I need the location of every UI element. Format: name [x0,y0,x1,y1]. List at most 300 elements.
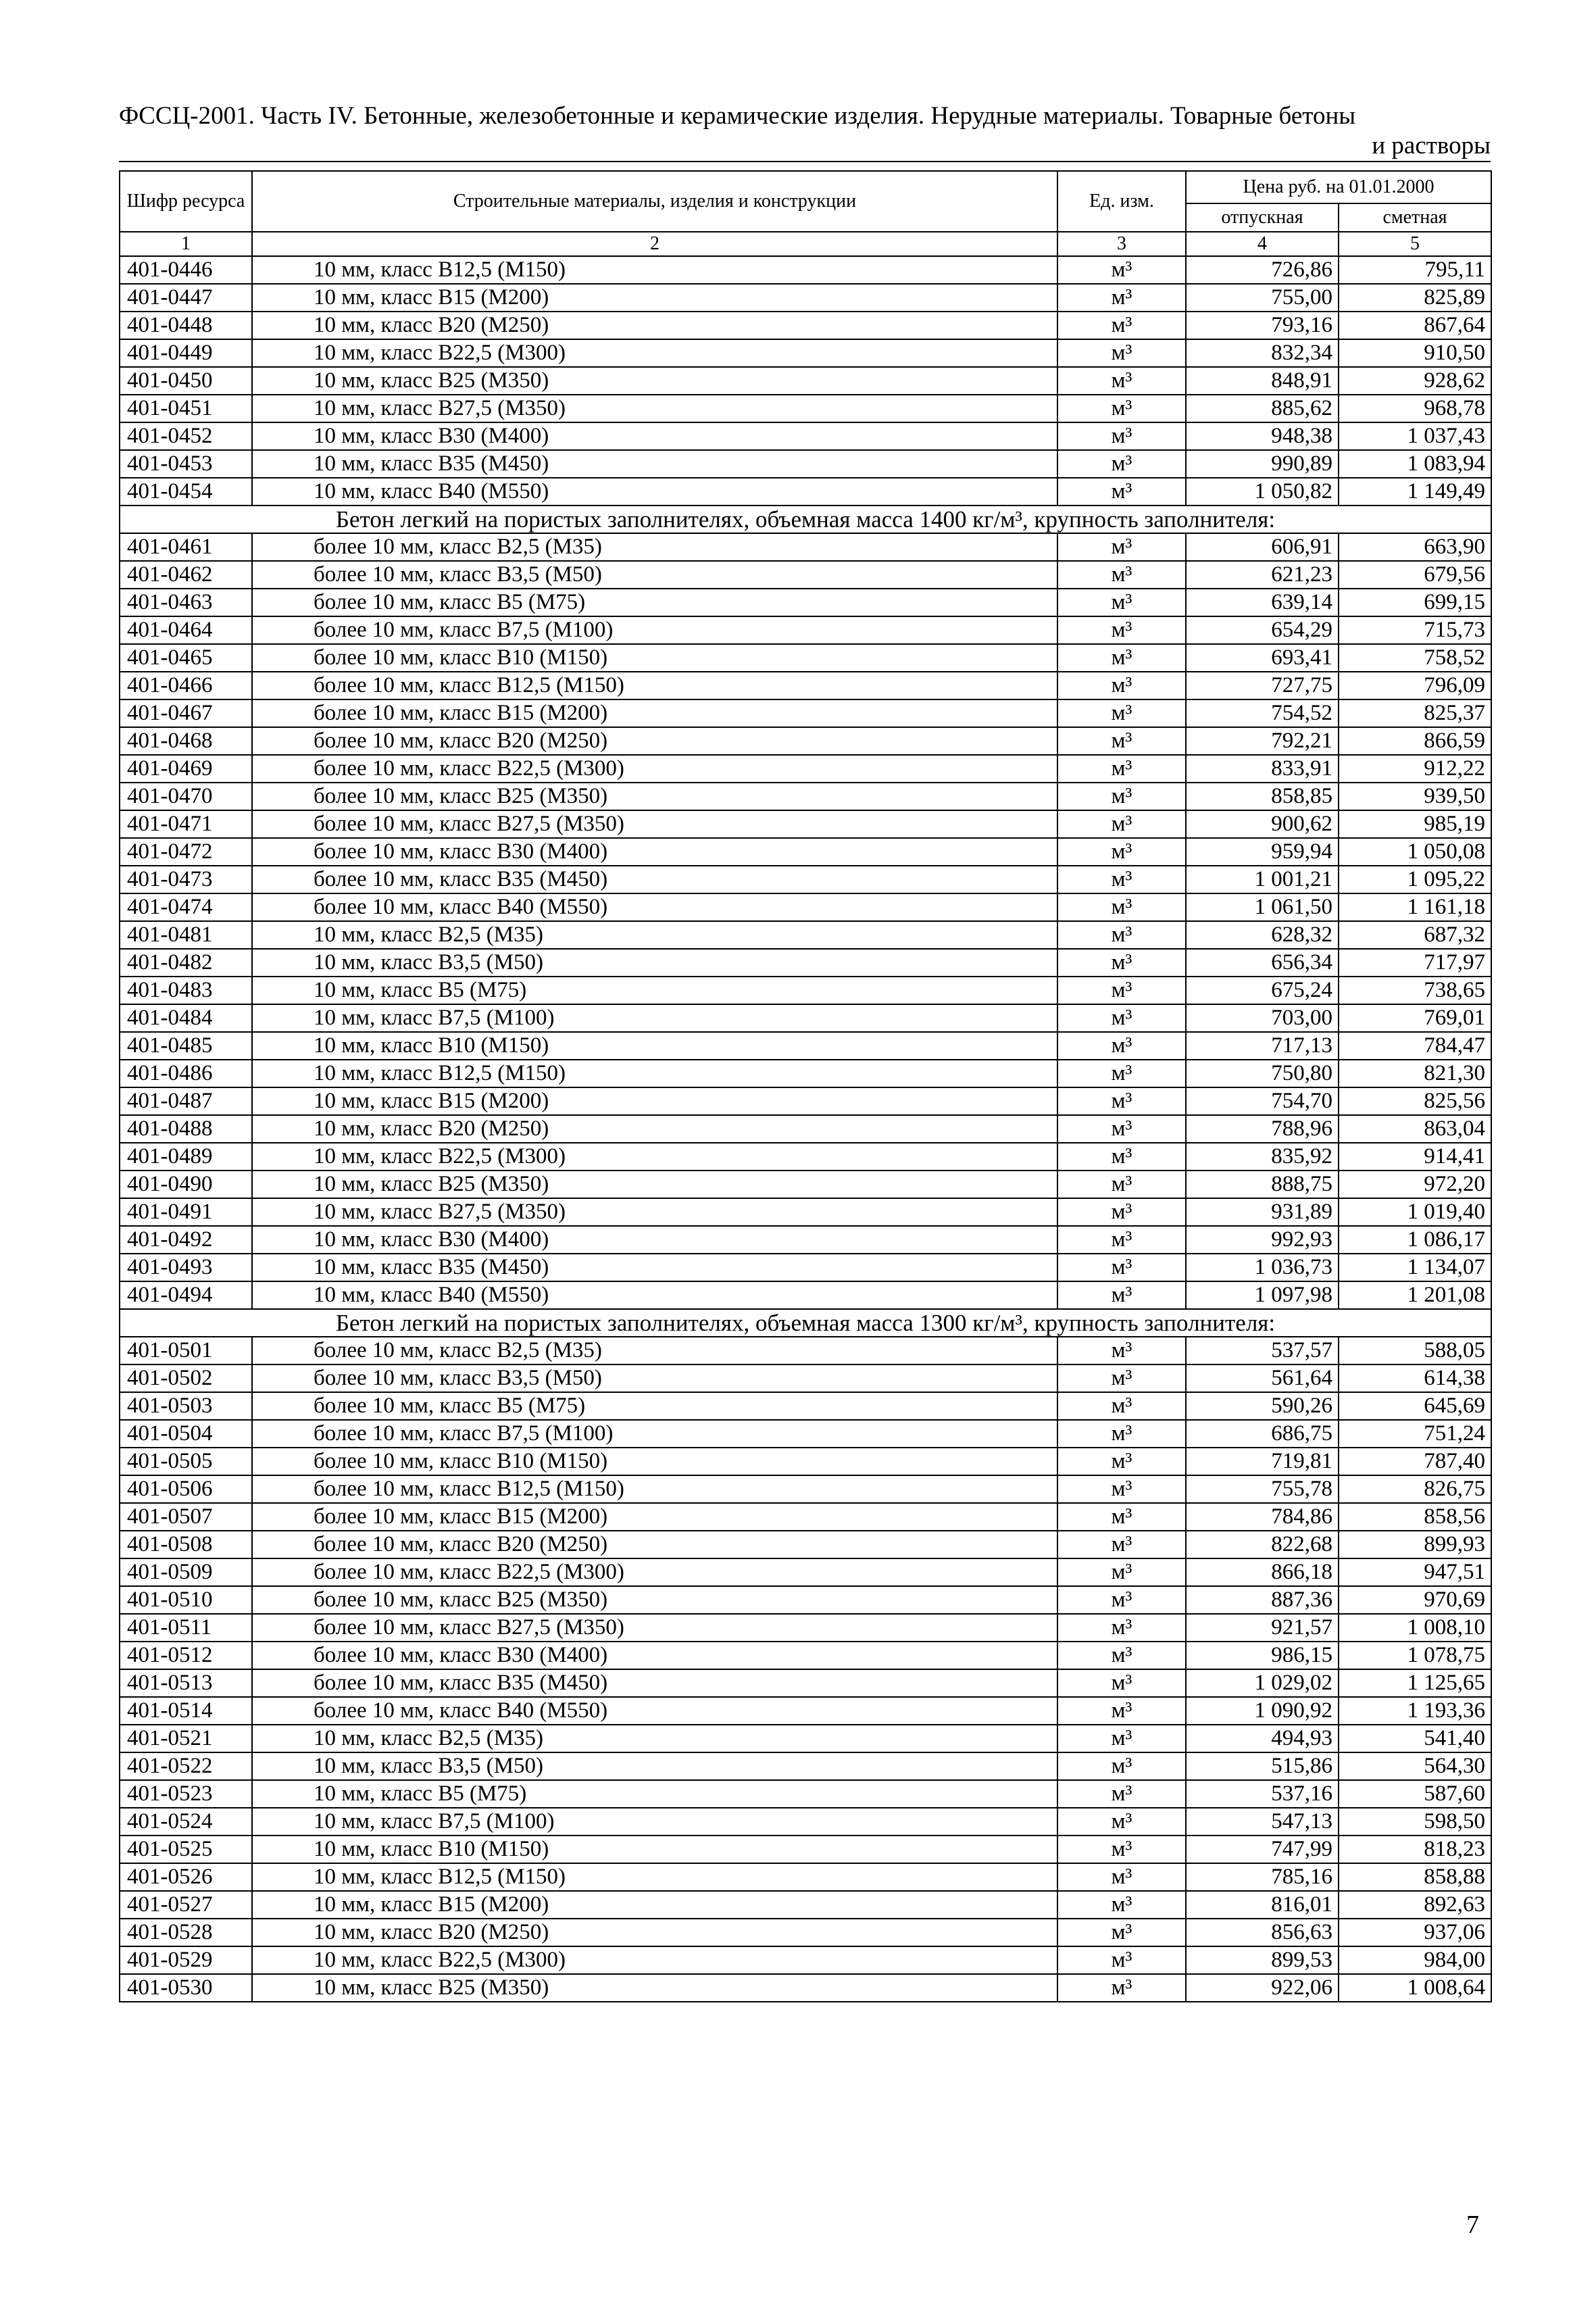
cell-price-estimate: 825,37 [1339,699,1491,727]
cell-code: 401-0471 [120,810,252,838]
cell-price-estimate: 1 078,75 [1339,1642,1491,1669]
cell-price-release: 1 001,21 [1186,866,1339,893]
table-row [120,1946,1491,1974]
cell-price-release: 628,32 [1186,921,1339,949]
cell-name: 10 мм, класс В22,5 (М300) [252,1946,1057,1974]
table-row [120,1364,1491,1392]
cell-price-estimate: 892,63 [1339,1891,1491,1919]
cell-code: 401-0449 [120,339,252,367]
cell-name: 10 мм, класс В27,5 (М350) [252,1198,1057,1226]
cell-price-release: 832,34 [1186,339,1339,367]
cell-price-release: 959,94 [1186,838,1339,866]
price-table [119,170,1492,2002]
cell-price-estimate: 717,97 [1339,949,1491,977]
cell-price-release: 921,57 [1186,1614,1339,1642]
cell-unit: м³ [1057,699,1186,727]
cell-unit: м³ [1057,866,1186,893]
cell-price-estimate: 910,50 [1339,339,1491,367]
table-row [120,699,1491,727]
cell-price-release: 1 050,82 [1186,478,1339,506]
cell-name: более 10 мм, класс В25 (М350) [252,1586,1057,1614]
section-heading: Бетон легкий на пористых заполнителях, объемная масса 1300 кг/м³, крупность заполнителя: [120,1309,1491,1337]
col-number: 3 [1057,232,1186,256]
cell-price-release: 1 097,98 [1186,1281,1339,1309]
cell-unit: м³ [1057,810,1186,838]
table-row [120,1919,1491,1946]
cell-code: 401-0485 [120,1032,252,1060]
cell-price-estimate: 1 086,17 [1339,1226,1491,1254]
cell-price-release: 816,01 [1186,1891,1339,1919]
page-number: 7 [1466,2211,1479,2239]
table-row [120,616,1491,644]
cell-unit: м³ [1057,672,1186,699]
col-number: 1 [120,232,252,256]
cell-unit: м³ [1057,1808,1186,1836]
cell-name: более 10 мм, класс В27,5 (М350) [252,810,1057,838]
cell-price-estimate: 818,23 [1339,1836,1491,1863]
cell-code: 401-0530 [120,1974,252,2002]
header-title-continuation: и растворы [1372,132,1491,159]
cell-price-release: 888,75 [1186,1171,1339,1198]
col-header-price-group: Цена руб. на 01.01.2000 [1186,171,1491,203]
table-row [120,1060,1491,1087]
table-row [120,1226,1491,1254]
cell-price-release: 992,93 [1186,1226,1339,1254]
cell-name: 10 мм, класс В7,5 (М100) [252,1004,1057,1032]
cell-price-release: 621,23 [1186,561,1339,589]
cell-code: 401-0486 [120,1060,252,1087]
table-row [120,783,1491,810]
cell-name: 10 мм, класс В5 (М75) [252,1780,1057,1808]
table-row [120,1503,1491,1531]
cell-name: 10 мм, класс В15 (М200) [252,1087,1057,1115]
table-row [120,755,1491,783]
cell-price-estimate: 663,90 [1339,533,1491,561]
cell-price-estimate: 784,47 [1339,1032,1491,1060]
cell-price-estimate: 984,00 [1339,1946,1491,1974]
cell-code: 401-0470 [120,783,252,810]
cell-price-estimate: 679,56 [1339,561,1491,589]
cell-code: 401-0504 [120,1420,252,1448]
cell-code: 401-0464 [120,616,252,644]
table-row [120,1725,1491,1752]
table-row [120,1780,1491,1808]
cell-unit: м³ [1057,1254,1186,1281]
cell-price-estimate: 1 050,08 [1339,838,1491,866]
cell-price-release: 931,89 [1186,1198,1339,1226]
cell-unit: м³ [1057,1531,1186,1558]
cell-code: 401-0503 [120,1392,252,1420]
cell-unit: м³ [1057,339,1186,367]
cell-name: 10 мм, класс В30 (М400) [252,1226,1057,1254]
cell-name: более 10 мм, класс В30 (М400) [252,1642,1057,1669]
cell-price-estimate: 541,40 [1339,1725,1491,1752]
cell-name: более 10 мм, класс В20 (М250) [252,1531,1057,1558]
cell-price-release: 515,86 [1186,1752,1339,1780]
table-row [120,1337,1491,1364]
cell-price-release: 561,64 [1186,1364,1339,1392]
cell-name: 10 мм, класс В2,5 (М35) [252,1725,1057,1752]
cell-price-release: 793,16 [1186,312,1339,339]
cell-price-estimate: 972,20 [1339,1171,1491,1198]
cell-code: 401-0474 [120,893,252,921]
cell-price-estimate: 1 125,65 [1339,1669,1491,1697]
cell-unit: м³ [1057,284,1186,312]
cell-name: 10 мм, класс В35 (М450) [252,450,1057,478]
cell-unit: м³ [1057,921,1186,949]
cell-name: более 10 мм, класс В35 (М450) [252,1669,1057,1697]
cell-code: 401-0484 [120,1004,252,1032]
cell-name: 10 мм, класс В35 (М450) [252,1254,1057,1281]
cell-price-estimate: 1 008,10 [1339,1614,1491,1642]
cell-code: 401-0506 [120,1475,252,1503]
cell-code: 401-0507 [120,1503,252,1531]
cell-code: 401-0490 [120,1171,252,1198]
cell-unit: м³ [1057,1503,1186,1531]
cell-price-estimate: 914,41 [1339,1143,1491,1171]
cell-price-estimate: 928,62 [1339,367,1491,395]
table-row [120,1891,1491,1919]
cell-unit: м³ [1057,1115,1186,1143]
cell-name: более 10 мм, класс В15 (М200) [252,699,1057,727]
cell-name: более 10 мм, класс В15 (М200) [252,1503,1057,1531]
table-row [120,1254,1491,1281]
cell-name: более 10 мм, класс В27,5 (М350) [252,1614,1057,1642]
cell-price-estimate: 937,06 [1339,1919,1491,1946]
cell-price-release: 948,38 [1186,422,1339,450]
col-header-price-release: отпускная [1186,203,1339,232]
cell-price-estimate: 912,22 [1339,755,1491,783]
col-header-name: Строительные материалы, изделия и конструкции [252,171,1057,232]
cell-price-estimate: 587,60 [1339,1780,1491,1808]
cell-code: 401-0511 [120,1614,252,1642]
cell-name: 10 мм, класс В20 (М250) [252,1919,1057,1946]
cell-name: 10 мм, класс В30 (М400) [252,422,1057,450]
cell-price-release: 1 090,92 [1186,1697,1339,1725]
table-row [120,644,1491,672]
cell-unit: м³ [1057,1669,1186,1697]
table-row [120,1032,1491,1060]
cell-price-estimate: 645,69 [1339,1392,1491,1420]
cell-price-release: 922,06 [1186,1974,1339,2002]
cell-price-estimate: 939,50 [1339,783,1491,810]
cell-price-estimate: 738,65 [1339,977,1491,1004]
cell-code: 401-0453 [120,450,252,478]
cell-price-estimate: 796,09 [1339,672,1491,699]
cell-unit: м³ [1057,1974,1186,2002]
cell-unit: м³ [1057,727,1186,755]
cell-price-estimate: 687,32 [1339,921,1491,949]
cell-name: 10 мм, класс В12,5 (М150) [252,1060,1057,1087]
table-row [120,1752,1491,1780]
table-row [120,893,1491,921]
cell-unit: м³ [1057,977,1186,1004]
cell-price-estimate: 863,04 [1339,1115,1491,1143]
cell-unit: м³ [1057,644,1186,672]
cell-price-release: 858,85 [1186,783,1339,810]
cell-code: 401-0521 [120,1725,252,1752]
cell-name: 10 мм, класс В12,5 (М150) [252,256,1057,284]
cell-name: более 10 мм, класс В22,5 (М300) [252,755,1057,783]
cell-price-release: 719,81 [1186,1448,1339,1475]
cell-code: 401-0524 [120,1808,252,1836]
cell-unit: м³ [1057,1087,1186,1115]
cell-name: 10 мм, класс В20 (М250) [252,312,1057,339]
table-row [120,838,1491,866]
cell-price-release: 835,92 [1186,1143,1339,1171]
cell-unit: м³ [1057,450,1186,478]
cell-code: 401-0525 [120,1836,252,1863]
cell-price-estimate: 1 019,40 [1339,1198,1491,1226]
cell-name: более 10 мм, класс В10 (М150) [252,1448,1057,1475]
cell-code: 401-0509 [120,1558,252,1586]
cell-unit: м³ [1057,1364,1186,1392]
table-row [120,1642,1491,1669]
cell-price-release: 639,14 [1186,589,1339,616]
cell-price-estimate: 867,64 [1339,312,1491,339]
cell-code: 401-0483 [120,977,252,1004]
cell-name: 10 мм, класс В5 (М75) [252,977,1057,1004]
table-row [120,312,1491,339]
cell-code: 401-0505 [120,1448,252,1475]
table-row [120,1669,1491,1697]
cell-unit: м³ [1057,1558,1186,1586]
cell-unit: м³ [1057,783,1186,810]
cell-code: 401-0488 [120,1115,252,1143]
table-row [120,1143,1491,1171]
cell-price-release: 899,53 [1186,1946,1339,1974]
cell-unit: м³ [1057,478,1186,506]
table-row [120,949,1491,977]
cell-price-release: 727,75 [1186,672,1339,699]
page-header [119,101,1491,161]
cell-code: 401-0450 [120,367,252,395]
section-row [120,506,1491,533]
cell-price-estimate: 1 134,07 [1339,1254,1491,1281]
cell-name: 10 мм, класс В25 (М350) [252,367,1057,395]
cell-name: 10 мм, класс В40 (М550) [252,478,1057,506]
cell-name: 10 мм, класс В22,5 (М300) [252,339,1057,367]
cell-name: более 10 мм, класс В10 (М150) [252,644,1057,672]
cell-code: 401-0526 [120,1863,252,1891]
cell-unit: м³ [1057,1891,1186,1919]
cell-unit: м³ [1057,1032,1186,1060]
table-row [120,1420,1491,1448]
cell-unit: м³ [1057,1642,1186,1669]
cell-price-release: 606,91 [1186,533,1339,561]
cell-price-release: 822,68 [1186,1531,1339,1558]
table-row [120,561,1491,589]
cell-price-estimate: 825,89 [1339,284,1491,312]
cell-price-estimate: 787,40 [1339,1448,1491,1475]
cell-unit: м³ [1057,616,1186,644]
cell-name: 10 мм, класс В7,5 (М100) [252,1808,1057,1836]
cell-price-estimate: 715,73 [1339,616,1491,644]
cell-price-estimate: 795,11 [1339,256,1491,284]
cell-code: 401-0468 [120,727,252,755]
cell-code: 401-0502 [120,1364,252,1392]
cell-code: 401-0508 [120,1531,252,1558]
cell-unit: м³ [1057,838,1186,866]
cell-name: 10 мм, класс В3,5 (М50) [252,1752,1057,1780]
cell-unit: м³ [1057,1420,1186,1448]
cell-price-release: 747,99 [1186,1836,1339,1863]
cell-price-release: 717,13 [1186,1032,1339,1060]
col-number: 4 [1186,232,1339,256]
cell-name: 10 мм, класс В2,5 (М35) [252,921,1057,949]
cell-price-estimate: 1 095,22 [1339,866,1491,893]
cell-price-estimate: 1 037,43 [1339,422,1491,450]
cell-unit: м³ [1057,1614,1186,1642]
cell-code: 401-0528 [120,1919,252,1946]
cell-price-estimate: 858,88 [1339,1863,1491,1891]
cell-name: 10 мм, класс В12,5 (М150) [252,1863,1057,1891]
cell-price-estimate: 598,50 [1339,1808,1491,1836]
cell-price-release: 848,91 [1186,367,1339,395]
table-row [120,1836,1491,1863]
table-row [120,1171,1491,1198]
cell-code: 401-0494 [120,1281,252,1309]
table-row [120,339,1491,367]
cell-price-release: 755,00 [1186,284,1339,312]
cell-unit: м³ [1057,422,1186,450]
header-rule [119,161,1491,162]
table-row [120,533,1491,561]
cell-unit: м³ [1057,561,1186,589]
cell-price-release: 887,36 [1186,1586,1339,1614]
cell-code: 401-0492 [120,1226,252,1254]
table-row [120,1004,1491,1032]
cell-name: более 10 мм, класс В12,5 (М150) [252,1475,1057,1503]
cell-code: 401-0529 [120,1946,252,1974]
cell-unit: м³ [1057,1448,1186,1475]
cell-unit: м³ [1057,1281,1186,1309]
table-row [120,1697,1491,1725]
table-row [120,1614,1491,1642]
table-row [120,478,1491,506]
cell-price-estimate: 826,75 [1339,1475,1491,1503]
cell-unit: м³ [1057,256,1186,284]
cell-code: 401-0461 [120,533,252,561]
cell-price-estimate: 1 201,08 [1339,1281,1491,1309]
cell-name: более 10 мм, класс В25 (М350) [252,783,1057,810]
cell-code: 401-0493 [120,1254,252,1281]
section-heading: Бетон легкий на пористых заполнителях, объемная масса 1400 кг/м³, крупность заполнителя: [120,506,1491,533]
cell-name: более 10 мм, класс В3,5 (М50) [252,1364,1057,1392]
col-header-code: Шифр ресурса [120,171,252,232]
cell-unit: м³ [1057,533,1186,561]
cell-price-estimate: 564,30 [1339,1752,1491,1780]
table-row [120,1281,1491,1309]
cell-code: 401-0512 [120,1642,252,1669]
cell-code: 401-0454 [120,478,252,506]
cell-unit: м³ [1057,1337,1186,1364]
table-row [120,1392,1491,1420]
cell-price-estimate: 1 083,94 [1339,450,1491,478]
cell-unit: м³ [1057,1752,1186,1780]
cell-price-release: 1 029,02 [1186,1669,1339,1697]
table-row [120,1198,1491,1226]
table-row [120,256,1491,284]
cell-name: 10 мм, класс В10 (М150) [252,1032,1057,1060]
cell-price-estimate: 1 149,49 [1339,478,1491,506]
table-row [120,422,1491,450]
cell-price-release: 686,75 [1186,1420,1339,1448]
cell-unit: м³ [1057,949,1186,977]
cell-unit: м³ [1057,755,1186,783]
cell-name: более 10 мм, класс В40 (М550) [252,1697,1057,1725]
cell-name: 10 мм, класс В20 (М250) [252,1115,1057,1143]
table-row [120,1475,1491,1503]
cell-price-release: 1 061,50 [1186,893,1339,921]
cell-price-estimate: 699,15 [1339,589,1491,616]
cell-price-estimate: 614,38 [1339,1364,1491,1392]
cell-unit: м³ [1057,367,1186,395]
cell-name: более 10 мм, класс В5 (М75) [252,589,1057,616]
cell-code: 401-0482 [120,949,252,977]
col-number: 5 [1339,232,1491,256]
cell-code: 401-0510 [120,1586,252,1614]
cell-code: 401-0465 [120,644,252,672]
cell-name: 10 мм, класс В10 (М150) [252,1836,1057,1863]
cell-unit: м³ [1057,1697,1186,1725]
cell-price-estimate: 588,05 [1339,1337,1491,1364]
cell-name: более 10 мм, класс В40 (М550) [252,893,1057,921]
cell-code: 401-0501 [120,1337,252,1364]
cell-code: 401-0462 [120,561,252,589]
cell-name: более 10 мм, класс В7,5 (М100) [252,616,1057,644]
cell-price-release: 755,78 [1186,1475,1339,1503]
cell-price-estimate: 968,78 [1339,395,1491,422]
cell-price-release: 1 036,73 [1186,1254,1339,1281]
cell-code: 401-0451 [120,395,252,422]
cell-price-release: 693,41 [1186,644,1339,672]
cell-price-release: 537,57 [1186,1337,1339,1364]
cell-unit: м³ [1057,1475,1186,1503]
cell-code: 401-0491 [120,1198,252,1226]
cell-name: 10 мм, класс В40 (М550) [252,1281,1057,1309]
table-row [120,1974,1491,2002]
cell-name: 10 мм, класс В15 (М200) [252,284,1057,312]
cell-price-estimate: 858,56 [1339,1503,1491,1531]
cell-unit: м³ [1057,1198,1186,1226]
cell-code: 401-0489 [120,1143,252,1171]
table-row [120,727,1491,755]
cell-price-release: 537,16 [1186,1780,1339,1808]
table-row [120,450,1491,478]
cell-name: более 10 мм, класс В12,5 (М150) [252,672,1057,699]
cell-code: 401-0452 [120,422,252,450]
cell-code: 401-0523 [120,1780,252,1808]
cell-price-release: 675,24 [1186,977,1339,1004]
cell-name: 10 мм, класс В25 (М350) [252,1171,1057,1198]
cell-name: 10 мм, класс В25 (М350) [252,1974,1057,2002]
cell-code: 401-0522 [120,1752,252,1780]
col-header-unit: Ед. изм. [1057,171,1186,232]
col-number: 2 [252,232,1057,256]
cell-name: 10 мм, класс В15 (М200) [252,1891,1057,1919]
cell-price-release: 784,86 [1186,1503,1339,1531]
table-row [120,1448,1491,1475]
cell-price-release: 656,34 [1186,949,1339,977]
cell-code: 401-0463 [120,589,252,616]
cell-price-release: 885,62 [1186,395,1339,422]
cell-unit: м³ [1057,589,1186,616]
table-row [120,1808,1491,1836]
table-row [120,1531,1491,1558]
cell-unit: м³ [1057,1780,1186,1808]
cell-code: 401-0448 [120,312,252,339]
